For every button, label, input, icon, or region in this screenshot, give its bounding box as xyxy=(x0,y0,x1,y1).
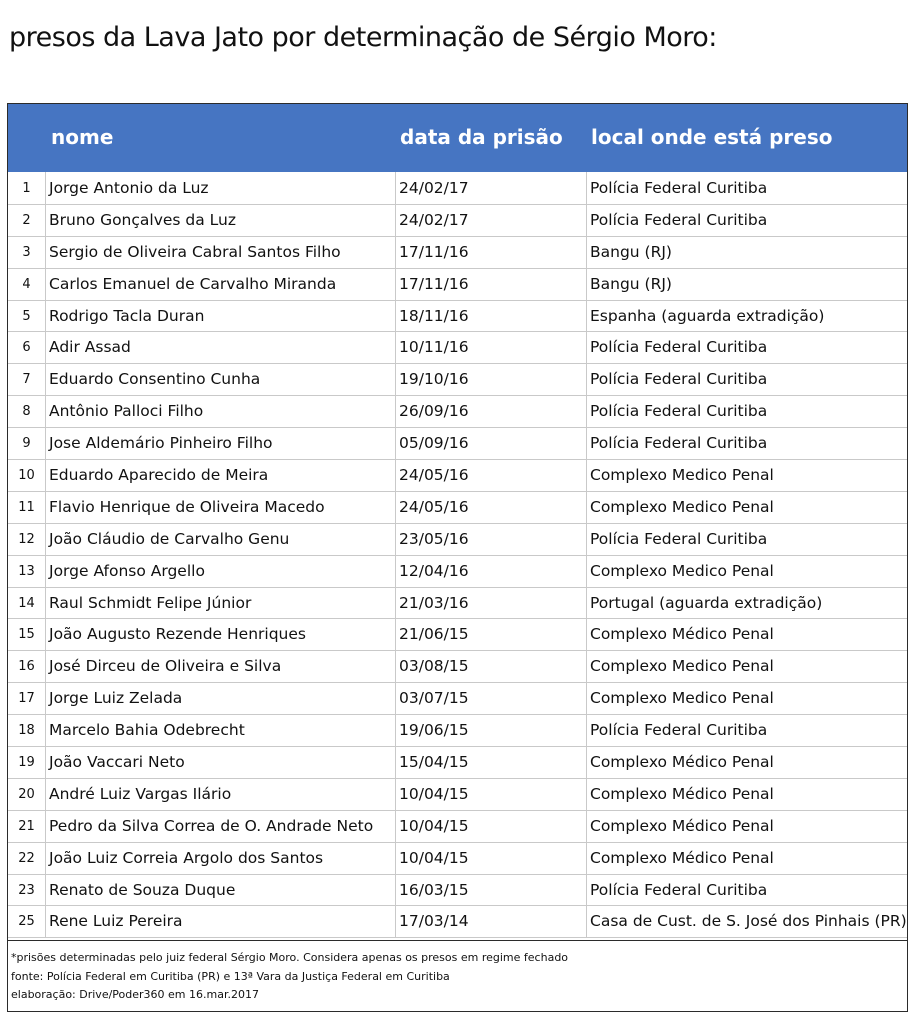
cell-data: 12/04/16 xyxy=(399,561,469,580)
cell-data: 23/05/16 xyxy=(399,529,469,548)
cell-data: 21/06/15 xyxy=(399,625,469,644)
table-row xyxy=(8,683,907,715)
cell-data: 24/05/16 xyxy=(399,466,469,485)
row-number: 2 xyxy=(22,212,31,228)
table-row xyxy=(8,524,907,556)
cell-data: 17/03/14 xyxy=(399,912,469,931)
cell-nome: Carlos Emanuel de Carvalho Miranda xyxy=(49,274,337,293)
page-title: presos da Lava Jato por determinação de Sérgio Moro: xyxy=(9,22,717,53)
cell-nome: Eduardo Aparecido de Meira xyxy=(49,466,269,485)
row-number: 23 xyxy=(18,882,35,898)
cell-local: Espanha (aguarda extradição) xyxy=(590,306,825,325)
cell-local: Complexo Medico Penal xyxy=(590,466,774,485)
cell-nome: Rodrigo Tacla Duran xyxy=(49,306,205,325)
cell-data: 15/04/15 xyxy=(399,753,469,772)
cell-data: 05/09/16 xyxy=(399,434,469,453)
cell-nome: Antônio Palloci Filho xyxy=(49,402,204,421)
cell-local: Portugal (aguarda extradição) xyxy=(590,593,823,612)
cell-nome: João Vaccari Neto xyxy=(49,753,185,772)
table-row xyxy=(8,875,907,907)
table-row xyxy=(8,619,907,651)
cell-data: 19/10/16 xyxy=(399,370,469,389)
cell-nome: Marcelo Bahia Odebrecht xyxy=(49,721,245,740)
cell-nome: Jorge Antonio da Luz xyxy=(49,179,209,197)
cell-data: 26/09/16 xyxy=(399,402,469,421)
cell-local: Bangu (RJ) xyxy=(590,242,672,261)
cell-local: Polícia Federal Curitiba xyxy=(590,402,768,421)
row-number: 20 xyxy=(18,786,35,802)
footnote-credit: elaboração: Drive/Poder360 em 16.mar.2017 xyxy=(11,988,259,1001)
row-number: 6 xyxy=(22,340,31,356)
cell-nome: Pedro da Silva Correa de O. Andrade Neto xyxy=(49,816,374,835)
cell-local: Polícia Federal Curitiba xyxy=(590,434,768,453)
cell-nome: Raul Schmidt Felipe Júnior xyxy=(49,593,252,612)
table-header xyxy=(8,104,907,172)
cell-local: Complexo Médico Penal xyxy=(590,753,774,772)
table-row xyxy=(8,364,907,396)
cell-nome: José Dirceu de Oliveira e Silva xyxy=(49,657,282,676)
table-body xyxy=(8,173,907,938)
cell-nome: João Augusto Rezende Henriques xyxy=(49,625,306,644)
header-nome: nome xyxy=(51,125,114,149)
cell-data: 24/05/16 xyxy=(399,497,469,516)
row-number: 7 xyxy=(22,372,31,388)
cell-nome: Jorge Luiz Zelada xyxy=(49,689,183,708)
row-number: 11 xyxy=(18,499,35,515)
cell-data: 10/04/15 xyxy=(399,848,469,867)
footnote-source: fonte: Polícia Federal em Curitiba (PR) e 13ª Vara da Justiça Federal em Curitiba xyxy=(11,969,450,983)
table-row xyxy=(8,269,907,301)
row-number: 3 xyxy=(22,244,31,260)
cell-data: 10/11/16 xyxy=(399,338,469,357)
table-row xyxy=(8,237,907,269)
cell-data: 17/11/16 xyxy=(399,242,469,261)
row-number: 5 xyxy=(22,308,31,324)
table-row xyxy=(8,556,907,588)
cell-local: Polícia Federal Curitiba xyxy=(590,338,768,357)
row-number: 12 xyxy=(18,531,35,547)
cell-data: 16/03/15 xyxy=(399,880,469,899)
table-row xyxy=(8,173,907,205)
cell-local: Polícia Federal Curitiba xyxy=(590,529,768,548)
cell-data: 21/03/16 xyxy=(399,593,469,612)
header-local: local onde está preso xyxy=(591,125,833,149)
cell-local: Polícia Federal Curitiba xyxy=(590,880,768,899)
table-row xyxy=(8,428,907,460)
cell-local: Complexo Medico Penal xyxy=(590,561,774,580)
cell-data: 03/07/15 xyxy=(399,689,469,708)
cell-data: 24/02/17 xyxy=(399,210,469,229)
cell-local: Complexo Médico Penal xyxy=(590,816,774,835)
cell-data: 24/02/17 xyxy=(399,179,469,197)
table-row xyxy=(8,715,907,747)
row-number: 4 xyxy=(22,276,31,292)
cell-nome: Renato de Souza Duque xyxy=(49,880,236,899)
cell-nome: Flavio Henrique de Oliveira Macedo xyxy=(49,497,325,516)
row-number: 17 xyxy=(18,691,35,707)
cell-local: Polícia Federal Curitiba xyxy=(590,179,768,197)
row-number: 14 xyxy=(18,595,35,611)
row-number: 16 xyxy=(18,659,35,675)
table-row xyxy=(8,460,907,492)
cell-data: 19/06/15 xyxy=(399,721,469,740)
row-number: 25 xyxy=(18,914,35,930)
row-number: 8 xyxy=(22,404,31,420)
cell-local: Complexo Medico Penal xyxy=(590,657,774,676)
cell-nome: André Luiz Vargas Ilário xyxy=(49,784,232,803)
cell-local: Polícia Federal Curitiba xyxy=(590,210,768,229)
cell-nome: Adir Assad xyxy=(49,338,131,357)
cell-local: Bangu (RJ) xyxy=(590,274,672,293)
cell-local: Polícia Federal Curitiba xyxy=(590,721,768,740)
cell-data: 10/04/15 xyxy=(399,784,469,803)
table-row xyxy=(8,843,907,875)
table-row xyxy=(8,492,907,524)
cell-nome: Rene Luiz Pereira xyxy=(49,912,183,931)
row-number: 13 xyxy=(18,563,35,579)
footnote-criteria: *prisões determinadas pelo juiz federal Sérgio Moro. Considera apenas os presos em regime fechado xyxy=(11,951,569,964)
row-number: 18 xyxy=(18,723,35,739)
cell-data: 17/11/16 xyxy=(399,274,469,293)
cell-local: Casa de Cust. de S. José dos Pinhais (PR) xyxy=(590,912,907,931)
row-number: 9 xyxy=(22,436,31,452)
cell-local: Polícia Federal Curitiba xyxy=(590,370,768,389)
row-number: 22 xyxy=(18,850,35,866)
cell-data: 10/04/15 xyxy=(399,816,469,835)
cell-local: Complexo Médico Penal xyxy=(590,848,774,867)
cell-local: Complexo Medico Penal xyxy=(590,497,774,516)
row-number: 10 xyxy=(18,468,35,484)
cell-data: 18/11/16 xyxy=(399,306,469,325)
table-row xyxy=(8,906,907,938)
row-number: 1 xyxy=(22,181,31,196)
table-row xyxy=(8,779,907,811)
table-row xyxy=(8,588,907,620)
cell-nome: João Luiz Correia Argolo dos Santos xyxy=(49,848,324,867)
table-row xyxy=(8,651,907,683)
table-row xyxy=(8,811,907,843)
cell-local: Complexo Médico Penal xyxy=(590,784,774,803)
footnotes xyxy=(8,940,907,1005)
cell-local: Complexo Médico Penal xyxy=(590,625,774,644)
table-row xyxy=(8,332,907,364)
row-number: 15 xyxy=(18,627,35,643)
table-row xyxy=(8,747,907,779)
table-row xyxy=(8,301,907,333)
cell-nome: Bruno Gonçalves da Luz xyxy=(49,210,237,229)
header-data: data da prisão xyxy=(400,125,563,149)
row-number: 21 xyxy=(18,818,35,834)
cell-local: Complexo Medico Penal xyxy=(590,689,774,708)
prisoners-table xyxy=(7,103,908,1012)
cell-nome: Jorge Afonso Argello xyxy=(49,561,205,580)
table-row xyxy=(8,205,907,237)
table-row xyxy=(8,396,907,428)
cell-nome: Jose Aldemário Pinheiro Filho xyxy=(49,434,273,453)
cell-nome: Eduardo Consentino Cunha xyxy=(49,370,261,389)
row-number: 19 xyxy=(18,755,35,771)
cell-data: 03/08/15 xyxy=(399,657,469,676)
cell-nome: Sergio de Oliveira Cabral Santos Filho xyxy=(49,242,341,261)
cell-nome: João Cláudio de Carvalho Genu xyxy=(49,529,290,548)
